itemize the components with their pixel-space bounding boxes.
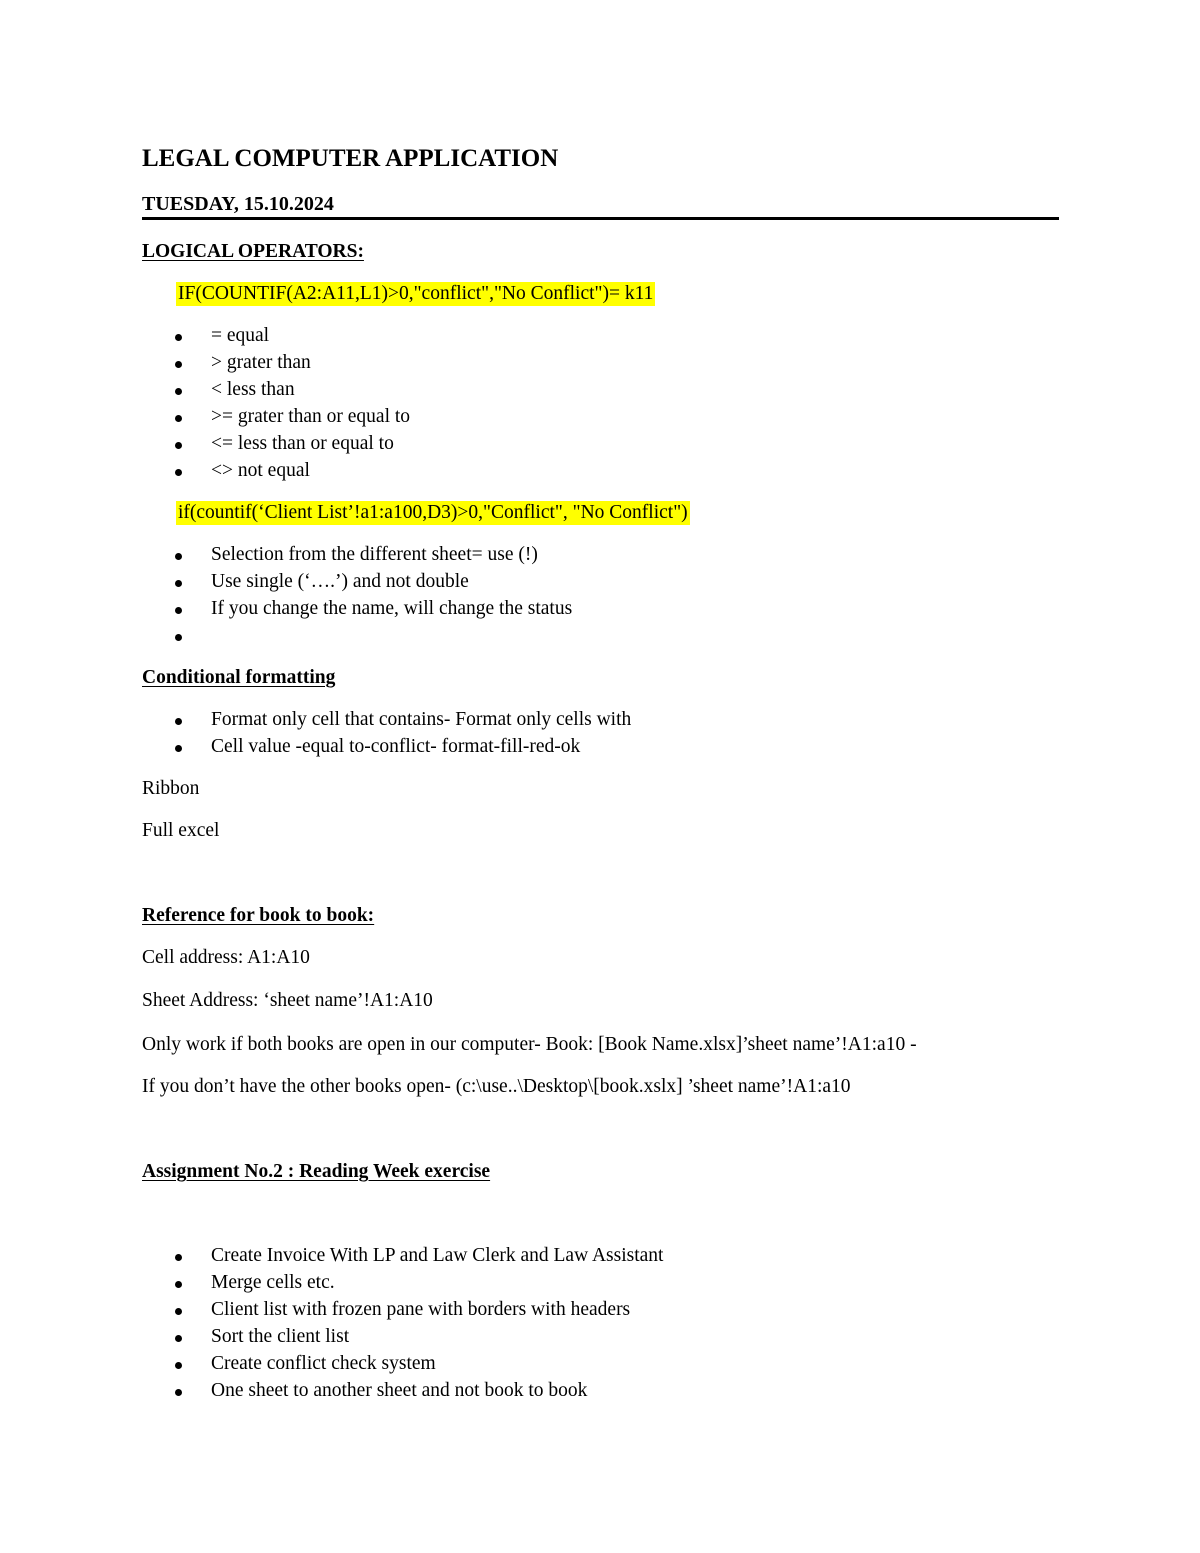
bullet-icon <box>175 745 182 752</box>
formula-countif-highlight: IF(COUNTIF(A2:A11,L1)>0,"conflict","No Conflict")= k11 <box>178 283 654 304</box>
list-item: Format only cell that contains- Format only cells with <box>174 708 631 735</box>
list-item: > grater than <box>174 351 410 378</box>
list-item: Create conflict check system <box>174 1352 663 1379</box>
list-item: Create Invoice With LP and Law Clerk and Law Assistant <box>174 1244 663 1271</box>
bullet-icon <box>175 469 182 476</box>
sheet-address-text: Sheet Address: ‘sheet name’!A1:A10 <box>142 990 433 1011</box>
list-item: Use single (‘….’) and not double <box>174 570 572 597</box>
bullet-icon <box>175 1362 182 1369</box>
bullet-icon <box>175 334 182 341</box>
cell-address-text: Cell address: A1:A10 <box>142 947 310 968</box>
bullet-icon <box>175 580 182 587</box>
bullet-icon <box>175 361 182 368</box>
conditional-formatting-list <box>174 708 631 762</box>
assignment-heading: Assignment No.2 : Reading Week exercise <box>142 1161 491 1182</box>
bullet-icon <box>175 1335 182 1342</box>
full-excel-text: Full excel <box>142 820 220 841</box>
list-item: <> not equal <box>174 459 410 486</box>
bullet-icon <box>175 1254 182 1261</box>
list-item: >= grater than or equal to <box>174 405 410 432</box>
assignment-list <box>174 1244 663 1406</box>
bullet-icon <box>175 442 182 449</box>
list-item: Client list with frozen pane with borders with headers <box>174 1298 663 1325</box>
sheet-notes-list <box>174 543 572 651</box>
list-item <box>174 624 572 651</box>
list-item: One sheet to another sheet and not book to book <box>174 1379 663 1406</box>
list-item: Cell value -equal to-conflict- format-fill-red-ok <box>174 735 631 762</box>
formula-client-list-highlight: if(countif(‘Client List’!a1:a100,D3)>0,"Conflict", "No Conflict") <box>178 502 688 523</box>
ribbon-text: Ribbon <box>142 778 200 799</box>
bullet-icon <box>175 718 182 725</box>
operators-list <box>174 324 410 486</box>
horizontal-rule <box>142 217 1059 220</box>
bullet-icon <box>175 1389 182 1396</box>
bullet-icon <box>175 1308 182 1315</box>
bullet-icon <box>175 553 182 560</box>
bullet-icon <box>175 388 182 395</box>
list-item: Selection from the different sheet= use (!) <box>174 543 572 570</box>
list-item: If you change the name, will change the status <box>174 597 572 624</box>
document-title: LEGAL COMPUTER APPLICATION <box>142 145 559 172</box>
books-not-open-text: If you don’t have the other books open- (c:\use..\Desktop\[book.xslx] ’sheet name’!A1:a10 <box>142 1076 851 1097</box>
date-line: TUESDAY, 15.10.2024 <box>142 193 334 215</box>
list-item: Merge cells etc. <box>174 1271 663 1298</box>
logical-operators-heading: LOGICAL OPERATORS: <box>142 241 364 262</box>
reference-heading: Reference for book to book: <box>142 905 375 926</box>
list-item: Sort the client list <box>174 1325 663 1352</box>
both-books-open-text: Only work if both books are open in our computer- Book: [Book Name.xlsx]’sheet name’!A1:a10 - <box>142 1034 917 1055</box>
bullet-icon <box>175 634 182 641</box>
bullet-icon <box>175 415 182 422</box>
conditional-formatting-heading: Conditional formatting <box>142 667 336 688</box>
list-item: < less than <box>174 378 410 405</box>
bullet-icon <box>175 1281 182 1288</box>
bullet-icon <box>175 607 182 614</box>
list-item: = equal <box>174 324 410 351</box>
list-item: <= less than or equal to <box>174 432 410 459</box>
